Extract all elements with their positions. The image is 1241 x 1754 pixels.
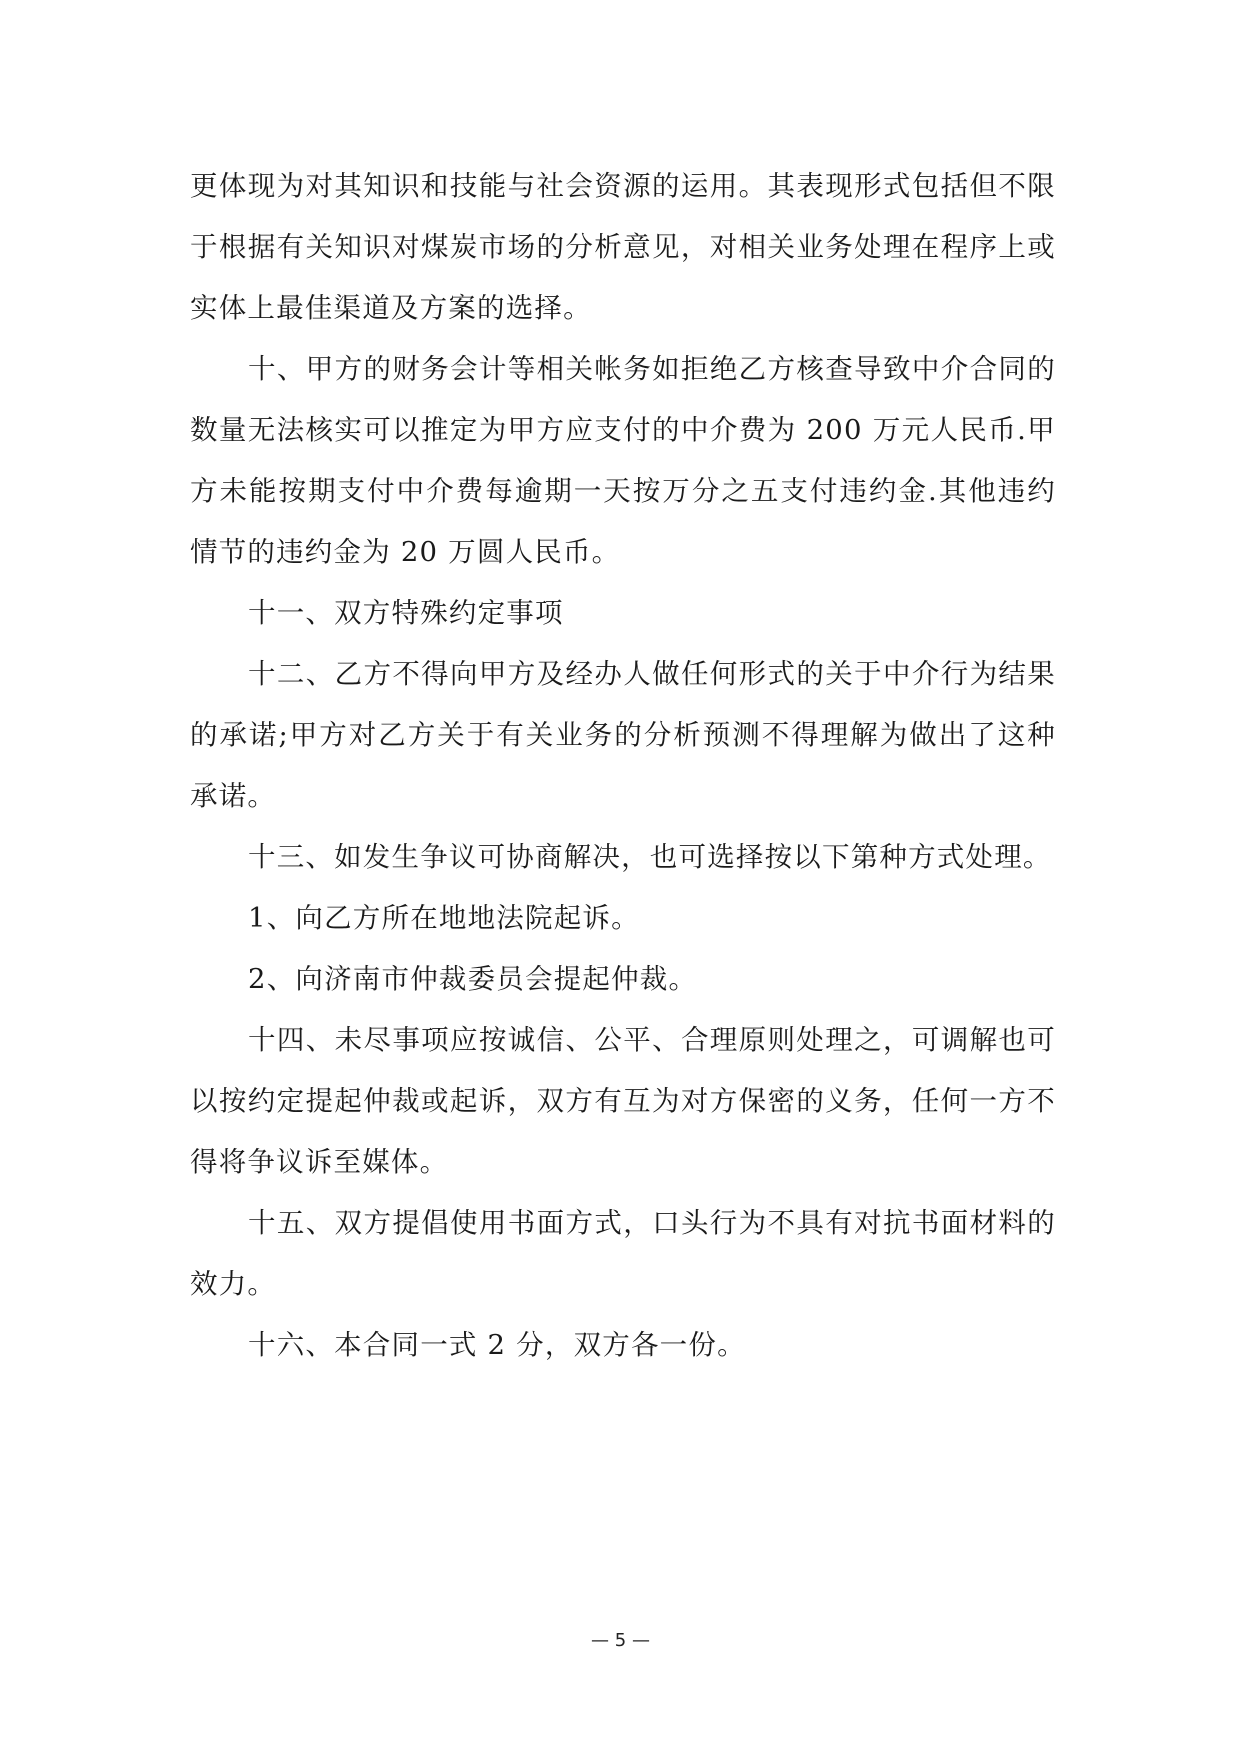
paragraph-clause-13: 十三、如发生争议可协商解决，也可选择按以下第种方式处理。 [248,841,1052,873]
paragraph-continuation: 更体现为对其知识和技能与社会资源的运用。其表现形式包括但不限于根据有关知识对煤炭市场的分析意见，对相关业务处理在程序上或实体上最佳渠道及方案的选择。 [190,170,1056,324]
paragraph-clause-14: 十四、未尽事项应按诚信、公平、合理原则处理之，可调解也可以按约定提起仲裁或起诉，双方有互为对方保密的义务，任何一方不得将争议诉至媒体。 [190,1024,1056,1178]
paragraph-clause-11: 十一、双方特殊约定事项 [248,597,564,629]
paragraph-clause-10: 十、甲方的财务会计等相关帐务如拒绝乙方核查导致中介合同的数量无法核实可以推定为甲方应支付的中介费为 200 万元人民币.甲方未能按期支付中介费每逾期一天按万分之五支付违约金.其他违约情节的违约金为 20 万圆人民币。 [190,353,1056,568]
paragraph-option-2: 2、向济南市仲裁委员会提起仲裁。 [248,963,698,995]
page-number: — 5 — [591,1630,650,1651]
paragraph-clause-12: 十二、乙方不得向甲方及经办人做任何形式的关于中介行为结果的承诺;甲方对乙方关于有关业务的分析预测不得理解为做出了这种承诺。 [190,658,1056,812]
document-body [190,156,1056,1376]
paragraph-clause-16: 十六、本合同一式 2 分，双方各一份。 [248,1329,746,1361]
paragraph-option-1: 1、向乙方所在地地法院起诉。 [248,902,640,934]
paragraph-clause-15: 十五、双方提倡使用书面方式，口头行为不具有对抗书面材料的效力。 [190,1207,1056,1300]
